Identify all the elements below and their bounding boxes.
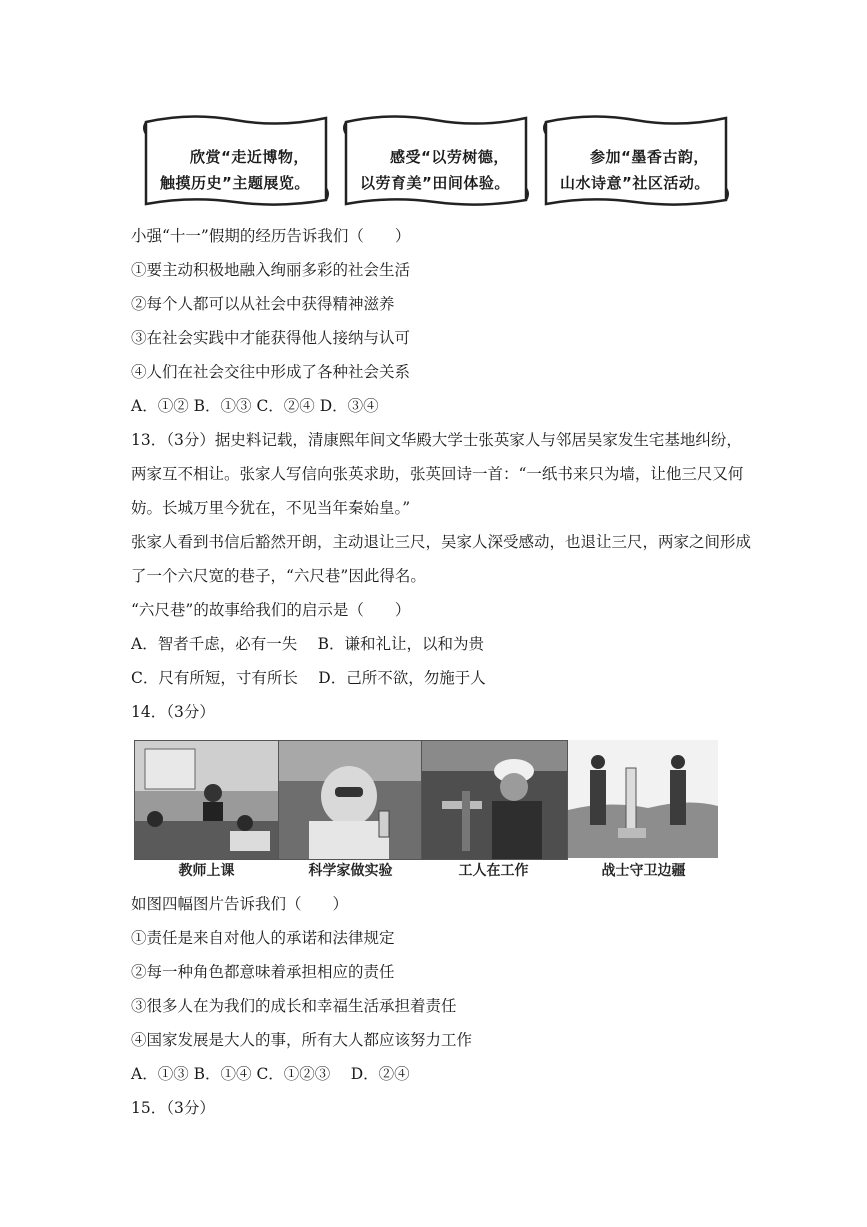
caption-soldiers: 战士守卫边疆 <box>601 863 686 879</box>
activity-scrolls <box>140 108 735 212</box>
photo-soldiers <box>568 740 718 858</box>
caption-worker: 工人在工作 <box>458 863 529 879</box>
q13-line-3: 妨。长城万里今犹在，不见当年秦始皇。” <box>131 499 411 517</box>
q13-line-4: 张家人看到书信后豁然开朗，主动退让三尺，吴家人深受感动，也退让三尺，两家之间形成 <box>131 533 752 551</box>
scroll-banner-community <box>540 108 730 212</box>
scroll-text: 感受“以劳树德，以劳育美”田间体验。 <box>360 148 510 192</box>
q15-header: 15．（3分） <box>131 1099 215 1117</box>
q12-option-2: ②每个人都可以从社会中获得精神滋养 <box>131 295 395 313</box>
scroll-banner-museum <box>140 108 330 212</box>
q14-choices: A．①③ B．①④ C．①②③ D．②④ <box>131 1065 410 1083</box>
photo-worker <box>421 740 568 860</box>
q12-option-3: ③在社会实践中才能获得他人接纳与认可 <box>131 329 411 347</box>
q14-stem: 如图四幅图片告诉我们（ ） <box>131 895 349 913</box>
q12-stem: 小强“十一”假期的经历告诉我们（ ） <box>131 227 411 245</box>
q12-choices: A．①② B．①③ C．②④ D．③④ <box>131 397 379 415</box>
q13-line-1: 13．（3分）据史料记载，清康熙年间文华殿大学士张英家人与邻居吴家发生宅基地纠纷， <box>131 431 742 449</box>
caption-teacher: 教师上课 <box>178 863 235 879</box>
q12-option-1: ①要主动积极地融入绚丽多彩的社会生活 <box>131 261 411 279</box>
photo-scientist <box>278 740 422 860</box>
q13-stem: “六尺巷”的故事给我们的启示是（ ） <box>131 601 411 619</box>
scroll-text: 参加“墨香古韵，山水诗意”社区活动。 <box>560 148 710 192</box>
q14-header: 14．（3分） <box>131 703 215 721</box>
q12-option-4: ④人们在社会交往中形成了各种社会关系 <box>131 363 411 381</box>
q14-option-1: ①责任是来自对他人的承诺和法律规定 <box>131 929 395 947</box>
q14-option-4: ④国家发展是大人的事，所有大人都应该努力工作 <box>131 1031 473 1049</box>
scroll-banner-labor <box>340 108 530 212</box>
q14-option-3: ③很多人在为我们的成长和幸福生活承担着责任 <box>131 997 457 1015</box>
q13-choices-row-1: A．智者千虑，必有一失 B．谦和礼让，以和为贵 <box>131 635 485 653</box>
q13-line-2: 两家互不相让。张家人写信向张英求助，张英回诗一首：“一纸书来只为墙，让他三尺又何 <box>131 465 744 483</box>
photo-teacher <box>134 740 279 860</box>
caption-scientist: 科学家做实验 <box>308 863 393 879</box>
scroll-text: 欣赏“走近博物，触摸历史”主题展览。 <box>160 148 310 192</box>
q14-option-2: ②每一种角色都意味着承担相应的责任 <box>131 963 395 981</box>
q13-line-5: 了一个六尺宽的巷子，“六尺巷”因此得名。 <box>131 567 426 585</box>
q13-choices-row-2: C．尺有所短，寸有所长 D．己所不欲，勿施于人 <box>131 669 486 687</box>
q14-photo-strip <box>131 740 721 880</box>
